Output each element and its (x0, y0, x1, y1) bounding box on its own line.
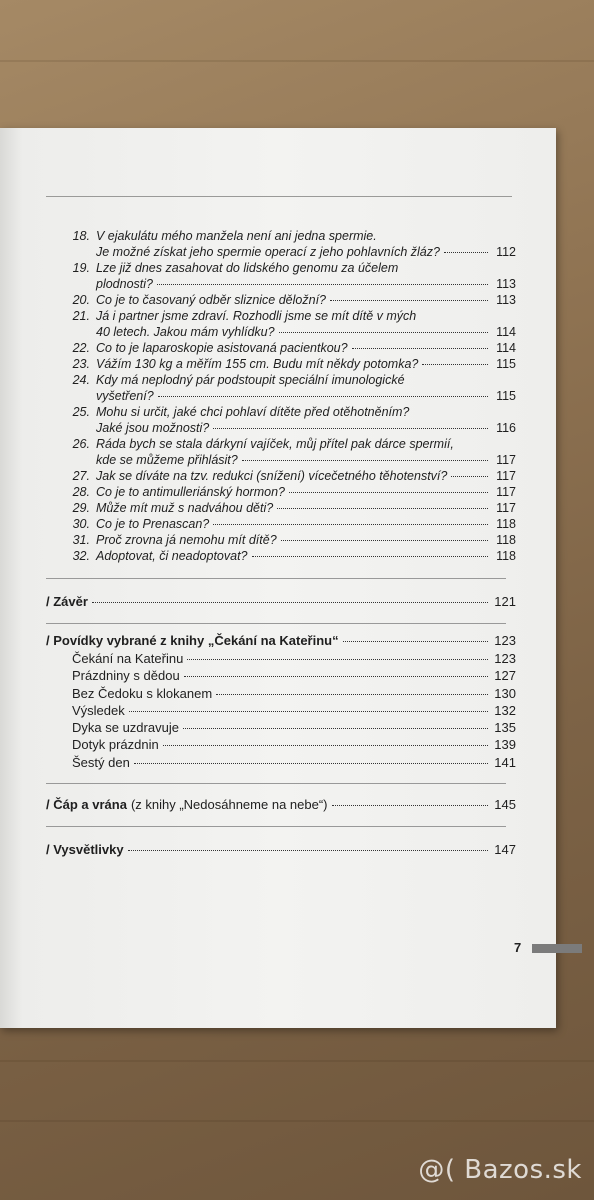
toc-question (46, 548, 516, 564)
question-number: 22. (72, 341, 90, 355)
question-number: 18. (72, 229, 90, 243)
question-text: Co je to časovaný odběr sliznice děložní? (96, 293, 326, 307)
leader-dots (163, 745, 488, 746)
leader-dots (289, 492, 488, 493)
toc-question (46, 532, 516, 548)
folio-bar (532, 944, 582, 953)
page-number: 118 (496, 533, 516, 547)
question-text: Adoptovat, či neadoptovat? (96, 549, 248, 563)
question-text: Lze již dnes zasahovat do lidského genomu za účelem (96, 261, 399, 275)
leader-dots (343, 641, 488, 642)
leader-dots (158, 396, 488, 397)
page-number: 123 (494, 633, 516, 648)
section-title: / Čáp a vrána (46, 797, 127, 813)
story-item (72, 667, 516, 684)
leader-dots (352, 348, 488, 349)
story-title: Prázdniny s dědou (72, 668, 180, 684)
toc-section-povidky (46, 632, 516, 771)
page-number: 113 (496, 293, 516, 307)
question-number: 20. (72, 293, 90, 307)
watermark: @( Bazos.sk (418, 1155, 582, 1185)
leader-dots (129, 711, 488, 712)
page-number: 123 (494, 651, 516, 666)
table-of-contents (46, 228, 516, 859)
story-title: Dyka se uzdravuje (72, 720, 179, 736)
story-item (72, 650, 516, 667)
toc-question (46, 228, 516, 260)
leader-dots (184, 676, 488, 677)
toc-question (46, 500, 516, 516)
story-title: Bez Čedoku s klokanem (72, 685, 213, 701)
leader-dots (444, 252, 488, 253)
story-title: Výsledek (72, 702, 125, 718)
question-text: Je možné získat jeho spermie operací z jeho pohlavních žláz? (96, 245, 440, 259)
question-text: 40 letech. Jakou mám vyhlídku? (96, 325, 275, 339)
question-number: 30. (72, 517, 90, 531)
page-number: 114 (496, 341, 516, 355)
toc-question (46, 468, 516, 484)
question-number: 31. (72, 533, 90, 547)
section-title: / Závěr (46, 594, 88, 609)
story-title: Dotyk prázdnin (72, 737, 159, 753)
section-title: / Vysvětlivky (46, 842, 124, 858)
page-number: 117 (496, 485, 516, 499)
leader-dots (281, 540, 488, 541)
leader-dots (187, 659, 488, 660)
question-text: Může mít muž s nadváhou děti? (96, 501, 274, 515)
question-number: 23. (72, 357, 90, 371)
question-number: 26. (72, 437, 90, 451)
leader-dots (277, 508, 488, 509)
story-item (72, 685, 516, 702)
leader-dots (157, 284, 488, 285)
page-number: 115 (496, 357, 516, 371)
leader-dots (422, 364, 488, 365)
page-number: 132 (494, 702, 516, 718)
question-text: vyšetření? (96, 389, 154, 403)
toc-question (46, 404, 516, 436)
section-title: / Povídky vybrané z knihy „Čekání na Kateřinu“ (46, 633, 339, 648)
story-item (72, 719, 516, 736)
question-text: Ráda bych se stala dárkyní vajíček, můj přítel pak dárce spermií, (96, 437, 454, 451)
page-number: 117 (496, 469, 516, 483)
page-number: 116 (496, 421, 516, 435)
leader-dots (134, 763, 488, 764)
page-number: 113 (496, 277, 516, 291)
question-number: 25. (72, 405, 90, 419)
page-number: 118 (496, 549, 516, 563)
folio-page-number: 7 (514, 940, 522, 955)
section-subtitle: (z knihy „Nedosáhneme na nebe“) (130, 797, 328, 813)
toc-question (46, 260, 516, 292)
separator (46, 783, 506, 784)
leader-dots (213, 524, 488, 525)
page-number: 141 (494, 754, 516, 770)
question-number: 27. (72, 469, 90, 483)
page-number: 115 (496, 389, 516, 403)
page-number: 114 (496, 325, 516, 339)
page-number: 145 (494, 797, 516, 813)
question-text: Co je to antimulleriánský hormon? (96, 485, 285, 499)
question-list (46, 228, 516, 564)
story-item (72, 702, 516, 719)
page-number: 118 (496, 517, 516, 531)
toc-question (46, 292, 516, 308)
question-text: Co je to Prenascan? (96, 517, 210, 531)
leader-dots (92, 602, 488, 603)
question-text: Co to je laparoskopie asistovaná pacientkou? (96, 341, 348, 355)
page-number: 127 (494, 668, 516, 684)
leader-dots (279, 332, 488, 333)
story-title: Čekání na Kateřinu (72, 651, 184, 666)
story-item (72, 736, 516, 753)
story-item (72, 754, 516, 771)
question-text: Já i partner jsme zdraví. Rozhodli jsme se mít dítě v mých (96, 309, 417, 323)
question-number: 28. (72, 485, 90, 499)
toc-question (46, 308, 516, 340)
page-number: 117 (496, 453, 516, 467)
page-number: 147 (494, 842, 516, 858)
toc-question (46, 340, 516, 356)
toc-section-cap (46, 796, 516, 814)
toc-section-vysvetlivky (46, 841, 516, 859)
question-text: Mohu si určit, jaké chci pohlaví dítěte před otěhotněním? (96, 405, 410, 419)
leader-dots (451, 476, 488, 477)
question-number: 29. (72, 501, 90, 515)
leader-dots (183, 728, 488, 729)
page-number: 139 (494, 737, 516, 753)
question-text: Jak se díváte na tzv. redukci (snížení) vícečetného těhotenství? (96, 469, 448, 483)
story-list (46, 650, 516, 771)
leader-dots (216, 694, 488, 695)
question-number: 21. (72, 309, 90, 323)
page-number: 121 (494, 594, 516, 609)
story-title: Šestý den (72, 754, 130, 770)
leader-dots (128, 850, 488, 851)
separator (46, 826, 506, 827)
page-number: 135 (494, 720, 516, 736)
question-number: 19. (72, 261, 90, 275)
leader-dots (332, 805, 489, 806)
toc-question (46, 436, 516, 468)
header-rule (46, 196, 512, 197)
toc-question (46, 372, 516, 404)
separator (46, 623, 506, 624)
question-number: 24. (72, 373, 90, 387)
separator (46, 578, 506, 579)
toc-question (46, 356, 516, 372)
page-number: 112 (496, 245, 516, 259)
question-text: plodnosti? (96, 277, 153, 291)
question-text: kde se můžeme přihlásit? (96, 453, 238, 467)
toc-question (46, 516, 516, 532)
page-number: 130 (494, 685, 516, 701)
question-text: Proč zrovna já nemohu mít dítě? (96, 533, 277, 547)
leader-dots (242, 460, 488, 461)
question-text: Vážím 130 kg a měřím 155 cm. Budu mít někdy potomka? (96, 357, 419, 371)
page-number: 117 (496, 501, 516, 515)
toc-section-zaver (46, 593, 516, 611)
toc-question (46, 484, 516, 500)
leader-dots (252, 556, 488, 557)
question-text: Kdy má neplodný pár podstoupit speciální imunologické (96, 373, 405, 387)
leader-dots (213, 428, 488, 429)
question-text: V ejakulátu mého manžela není ani jedna spermie. (96, 229, 377, 243)
question-text: Jaké jsou možnosti? (96, 421, 210, 435)
leader-dots (330, 300, 488, 301)
question-number: 32. (72, 549, 90, 563)
